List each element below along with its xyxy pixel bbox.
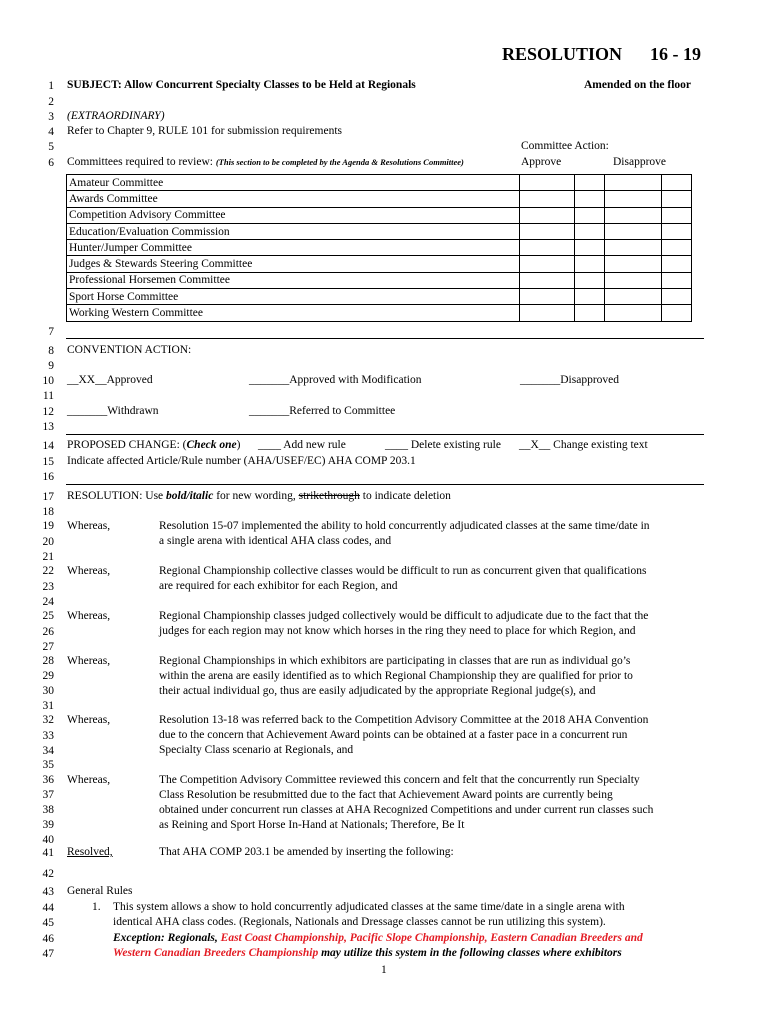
disapprove-cell	[662, 175, 692, 191]
committees-required-label	[67, 156, 464, 168]
line-number: 36	[42, 774, 54, 786]
approve-cell	[574, 191, 605, 207]
disapprove-cell	[662, 191, 692, 207]
line-number: 8	[48, 345, 54, 357]
option-disapproved: _______Disapproved	[520, 374, 620, 386]
approve-cell	[519, 223, 574, 239]
approve-cell	[519, 256, 574, 272]
whereas-label: Whereas,	[67, 520, 111, 532]
disapprove-cell	[662, 240, 692, 256]
line-number: 12	[42, 406, 54, 418]
option-approved-modification: _______Approved with Modification	[249, 374, 422, 386]
whereas-text-line: Regional Championship classes judged collectively would be difficult to adjudicate due to the fact that the	[159, 610, 649, 622]
whereas-label: Whereas,	[67, 610, 111, 622]
whereas-label: Whereas,	[67, 655, 111, 667]
line-number: 5	[48, 141, 54, 153]
approve-cell	[519, 272, 574, 288]
line-number: 27	[42, 641, 54, 653]
committee-name: Hunter/Jumper Committee	[67, 240, 520, 256]
line-number: 41	[42, 847, 54, 859]
exception-tail: may utilize this system in the following classes where exhibitors	[318, 947, 622, 959]
disapprove-cell	[605, 240, 662, 256]
resolution-instructions	[67, 490, 451, 502]
committee-row	[67, 240, 692, 256]
exception-line1	[113, 932, 643, 944]
instr-mid: for new wording,	[213, 490, 299, 502]
approve-cell	[574, 305, 605, 321]
approve-cell	[519, 289, 574, 305]
divider-convention	[66, 338, 704, 339]
disapprove-cell	[605, 175, 662, 191]
committee-name: Awards Committee	[67, 191, 520, 207]
approve-cell	[519, 175, 574, 191]
line-number: 46	[42, 933, 54, 945]
disapprove-cell	[605, 305, 662, 321]
line-number: 4	[48, 126, 54, 138]
disapprove-cell	[662, 207, 692, 223]
proposed-change-label: PROPOSED CHANGE: (	[67, 439, 187, 451]
whereas-text-line: obtained under concurrent run classes at AHA Recognized Competitions and under current run classes such	[159, 804, 654, 816]
disapprove-cell	[662, 305, 692, 321]
line-number: 18	[42, 506, 54, 518]
proposed-close: )	[236, 439, 241, 451]
whereas-text-line: Resolution 13-18 was referred back to the Competition Advisory Committee at the 2018 AHA Convention	[159, 714, 649, 726]
exception-label: Exception: Regionals,	[113, 932, 221, 944]
rule1-line1: This system allows a show to hold concurrently adjudicated classes at the same time/date in a single arena with	[113, 901, 625, 913]
line-number: 43	[42, 886, 54, 898]
approve-cell	[574, 289, 605, 305]
divider-resolution	[66, 484, 704, 485]
committee-action-label: Committee Action:	[521, 140, 609, 152]
whereas-text-line: as Reining and Sport Horse In-Hand at Nationals; Therefore, Be It	[159, 819, 465, 831]
line-number: 34	[42, 745, 54, 757]
subject-line: SUBJECT: Allow Concurrent Specialty Classes to be Held at Regionals	[67, 79, 416, 91]
whereas-text-line: within the arena are easily identified as to which Regional Championship they are qualified for prior to	[159, 670, 633, 682]
approve-cell	[519, 191, 574, 207]
disapprove-cell	[662, 223, 692, 239]
committee-row	[67, 191, 692, 207]
line-number: 33	[42, 730, 54, 742]
proposed-change-existing: __X__ Change existing text	[519, 439, 648, 451]
disapprove-cell	[662, 272, 692, 288]
line-number: 35	[42, 759, 54, 771]
line-number: 39	[42, 819, 54, 831]
line-number: 19	[42, 520, 54, 532]
whereas-text-line: due to the concern that Achievement Award points can be obtained at a faster pace in a concurrent run	[159, 729, 628, 741]
committee-row	[67, 289, 692, 305]
whereas-text-line: Regional Championship collective classes would be difficult to run as concurrent given that qualifications	[159, 565, 647, 577]
line-number: 26	[42, 626, 54, 638]
page-number: 1	[381, 964, 387, 976]
whereas-text-line: Regional Championships in which exhibitors are participating in classes that are run as individual go’s	[159, 655, 631, 667]
line-number: 31	[42, 700, 54, 712]
line-number: 21	[42, 551, 54, 563]
whereas-text-line: Class Resolution be resubmitted due to the fact that Achievement Award points are currently being	[159, 789, 613, 801]
line-number: 38	[42, 804, 54, 816]
instr-strike: strikethrough	[298, 490, 360, 502]
whereas-text-line: a single arena with identical AHA class codes, and	[159, 535, 392, 547]
option-withdrawn: _______Withdrawn	[67, 405, 159, 417]
committee-name: Sport Horse Committee	[67, 289, 520, 305]
approve-cell	[574, 240, 605, 256]
disapprove-cell	[605, 289, 662, 305]
disapprove-cell	[605, 191, 662, 207]
affected-rule: Indicate affected Article/Rule number (AHA/USEF/EC) AHA COMP 203.1	[67, 455, 416, 467]
option-referred: _______Referred to Committee	[249, 405, 396, 417]
line-number: 6	[48, 157, 54, 169]
line-number: 10	[42, 375, 54, 387]
committee-row	[67, 223, 692, 239]
proposed-delete: ____ Delete existing rule	[385, 439, 501, 451]
approve-cell	[519, 305, 574, 321]
line-number: 23	[42, 581, 54, 593]
proposed-change-line	[67, 439, 241, 451]
whereas-text-line: judges for each region may not know which horses in the ring they need to place for which Region, and	[159, 625, 636, 637]
whereas-text-line: Specialty Class scenario at Regionals, and	[159, 744, 354, 756]
approve-label: Approve	[521, 156, 562, 168]
exception-events-2: Western Canadian Breeders Championship	[113, 947, 319, 959]
line-number: 28	[42, 655, 54, 667]
whereas-text-line: are required for each exhibitor for each Region, and	[159, 580, 398, 592]
whereas-label: Whereas,	[67, 565, 111, 577]
line-number: 7	[48, 326, 54, 338]
line-number: 45	[42, 917, 54, 929]
line-number: 47	[42, 948, 54, 960]
instr-post: to indicate deletion	[359, 490, 451, 502]
committees-required-text: Committees required to review:	[67, 156, 213, 168]
proposed-add: ____ Add new rule	[258, 439, 346, 451]
approve-cell	[574, 175, 605, 191]
instr-bold-italic: bold/italic	[166, 490, 214, 502]
committee-row	[67, 207, 692, 223]
line-number: 20	[42, 536, 54, 548]
line-number: 29	[42, 670, 54, 682]
line-number: 40	[42, 834, 54, 846]
whereas-label: Whereas,	[67, 774, 111, 786]
whereas-text-line: their actual individual go, thus are easily adjudicated by the appropriate Regional judge(s), and	[159, 685, 596, 697]
line-number: 9	[48, 360, 54, 372]
rule1-line2: identical AHA class codes. (Regionals, Nationals and Dressage classes cannot be run utilizing this system).	[113, 916, 606, 928]
resolution-title: RESOLUTION	[502, 44, 623, 64]
approve-cell	[574, 223, 605, 239]
disapprove-cell	[605, 207, 662, 223]
whereas-text-line: The Competition Advisory Committee reviewed this concern and felt that the concurrently run Specialty	[159, 774, 640, 786]
disapprove-cell	[605, 223, 662, 239]
committee-name: Judges & Stewards Steering Committee	[67, 256, 520, 272]
approve-cell	[519, 207, 574, 223]
committee-name: Competition Advisory Committee	[67, 207, 520, 223]
extraordinary-label: (EXTRAORDINARY)	[67, 110, 165, 122]
committee-table	[66, 174, 692, 322]
approve-cell	[519, 240, 574, 256]
amended-note: Amended on the floor	[584, 79, 692, 91]
line-number: 42	[42, 868, 54, 880]
line-number: 17	[42, 491, 54, 503]
line-number: 3	[48, 111, 54, 123]
line-number: 32	[42, 714, 54, 726]
disapprove-cell	[605, 272, 662, 288]
exception-events-1: East Coast Championship, Pacific Slope Championship, Eastern Canadian Breeders and	[220, 932, 643, 944]
resolved-label: Resolved,	[67, 846, 113, 858]
line-number: 37	[42, 789, 54, 801]
whereas-label: Whereas,	[67, 714, 111, 726]
committee-name: Working Western Committee	[67, 305, 520, 321]
exception-line2	[113, 947, 622, 959]
line-number: 22	[42, 565, 54, 577]
line-number: 14	[42, 440, 54, 452]
instr-pre: RESOLUTION: Use	[67, 490, 167, 502]
committee-row	[67, 256, 692, 272]
approve-cell	[574, 272, 605, 288]
committee-name: Professional Horsemen Committee	[67, 272, 520, 288]
convention-action-label: CONVENTION ACTION:	[67, 344, 192, 356]
line-number: 24	[42, 596, 54, 608]
refer-text: Refer to Chapter 9, RULE 101 for submission requirements	[67, 125, 342, 137]
line-number: 1	[48, 80, 54, 92]
committee-name: Education/Evaluation Commission	[67, 223, 520, 239]
committee-row	[67, 272, 692, 288]
disapprove-cell	[662, 256, 692, 272]
line-number: 13	[42, 421, 54, 433]
resolution-number: 16 - 19	[650, 44, 701, 64]
committee-name: Amateur Committee	[67, 175, 520, 191]
committee-row	[67, 175, 692, 191]
disapprove-label: Disapprove	[613, 156, 667, 168]
rule1-number: 1.	[92, 901, 101, 913]
whereas-text-line: Resolution 15-07 implemented the ability to hold concurrently adjudicated classes at the same time/date in	[159, 520, 650, 532]
divider-proposed	[66, 434, 704, 435]
line-number: 30	[42, 685, 54, 697]
approve-cell	[574, 256, 605, 272]
resolved-text: That AHA COMP 203.1 be amended by inserting the following:	[159, 846, 454, 858]
committees-note: (This section to be completed by the Agenda & Resolutions Committee)	[215, 157, 464, 167]
approve-cell	[574, 207, 605, 223]
line-number: 15	[42, 456, 54, 468]
general-rules-heading: General Rules	[67, 885, 133, 897]
option-approved: __XX__Approved	[67, 374, 153, 386]
disapprove-cell	[605, 256, 662, 272]
line-number: 44	[42, 902, 54, 914]
committee-row	[67, 305, 692, 321]
line-number: 25	[42, 610, 54, 622]
line-number: 2	[48, 96, 54, 108]
disapprove-cell	[662, 289, 692, 305]
line-number: 16	[42, 471, 54, 483]
check-one-label: Check one	[186, 439, 237, 451]
line-number: 11	[42, 390, 54, 402]
